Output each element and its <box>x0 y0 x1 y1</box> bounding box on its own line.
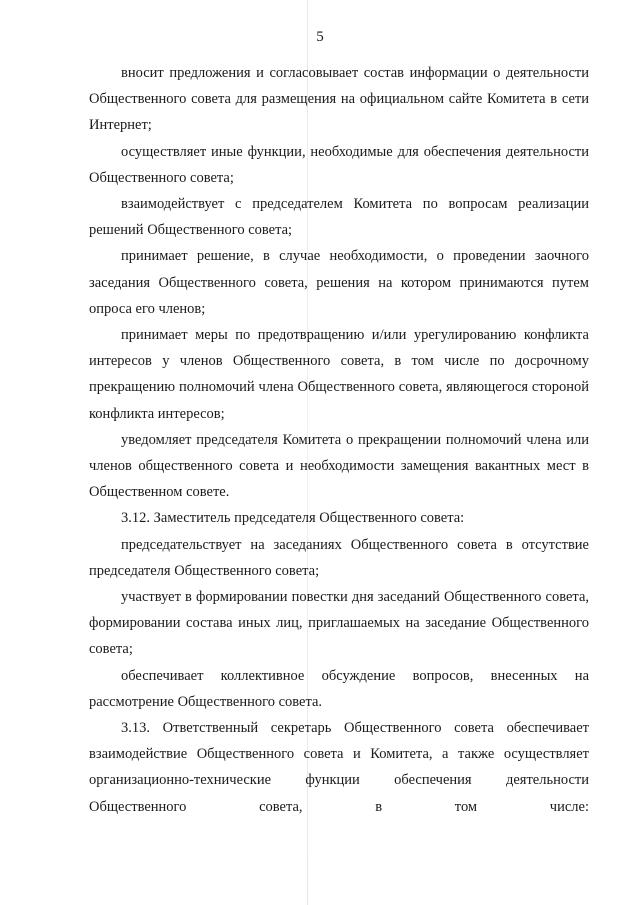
paragraph-notification: уведомляет председателя Комитета о прекращении полномочий члена или членов общественного совета и необходимости замещения вакантных мест в Общественном совете. <box>89 431 589 501</box>
section-3-12-heading: 3.12. Заместитель председателя Общественного совета: <box>121 510 465 527</box>
paragraph-conflict-of-interest: принимает меры по предотвращению и/или урегулированию конфликта интересов у членов Общественного совета, в том числе по досрочному прекращению полномочий члена Общественного совета, являющегося стороной конфликта интересов; <box>89 327 589 422</box>
paragraph-other-functions: осуществляет иные функции, необходимые для обеспечения деятельности Общественного совета; <box>89 143 589 186</box>
document-body <box>89 60 589 820</box>
section-3-13-paragraph: 3.13. Ответственный секретарь Общественного совета обеспечивает взаимодействие Общественного совета и Комитета, а также осуществляет организационно-технические функции обеспечения деятельности Общественного совета, в том числе: <box>89 720 589 815</box>
paragraph-discussion: обеспечивает коллективное обсуждение вопросов, внесенных на рассмотрение Общественного совета. <box>89 667 589 710</box>
paragraph-proposals: вносит предложения и согласовывает состав информации о деятельности Общественного совета для размещения на официальном сайте Комитета в сети Интернет; <box>89 65 589 134</box>
paragraph-absentee-meeting: принимает решение, в случае необходимости, о проведении заочного заседания Общественного совета, решения на котором принимаются путем опроса его членов; <box>89 248 589 317</box>
page-number: 5 <box>316 29 324 45</box>
paragraph-agenda: участвует в формировании повестки дня заседаний Общественного совета, формировании состава иных лиц, приглашаемых на заседание Общественного совета; <box>89 589 589 658</box>
paragraph-chairing: председательствует на заседаниях Общественного совета в отсутствие председателя Общественного совета; <box>89 536 589 579</box>
paragraph-interaction: взаимодействует с председателем Комитета по вопросам реализации решений Общественного совета; <box>89 196 589 239</box>
